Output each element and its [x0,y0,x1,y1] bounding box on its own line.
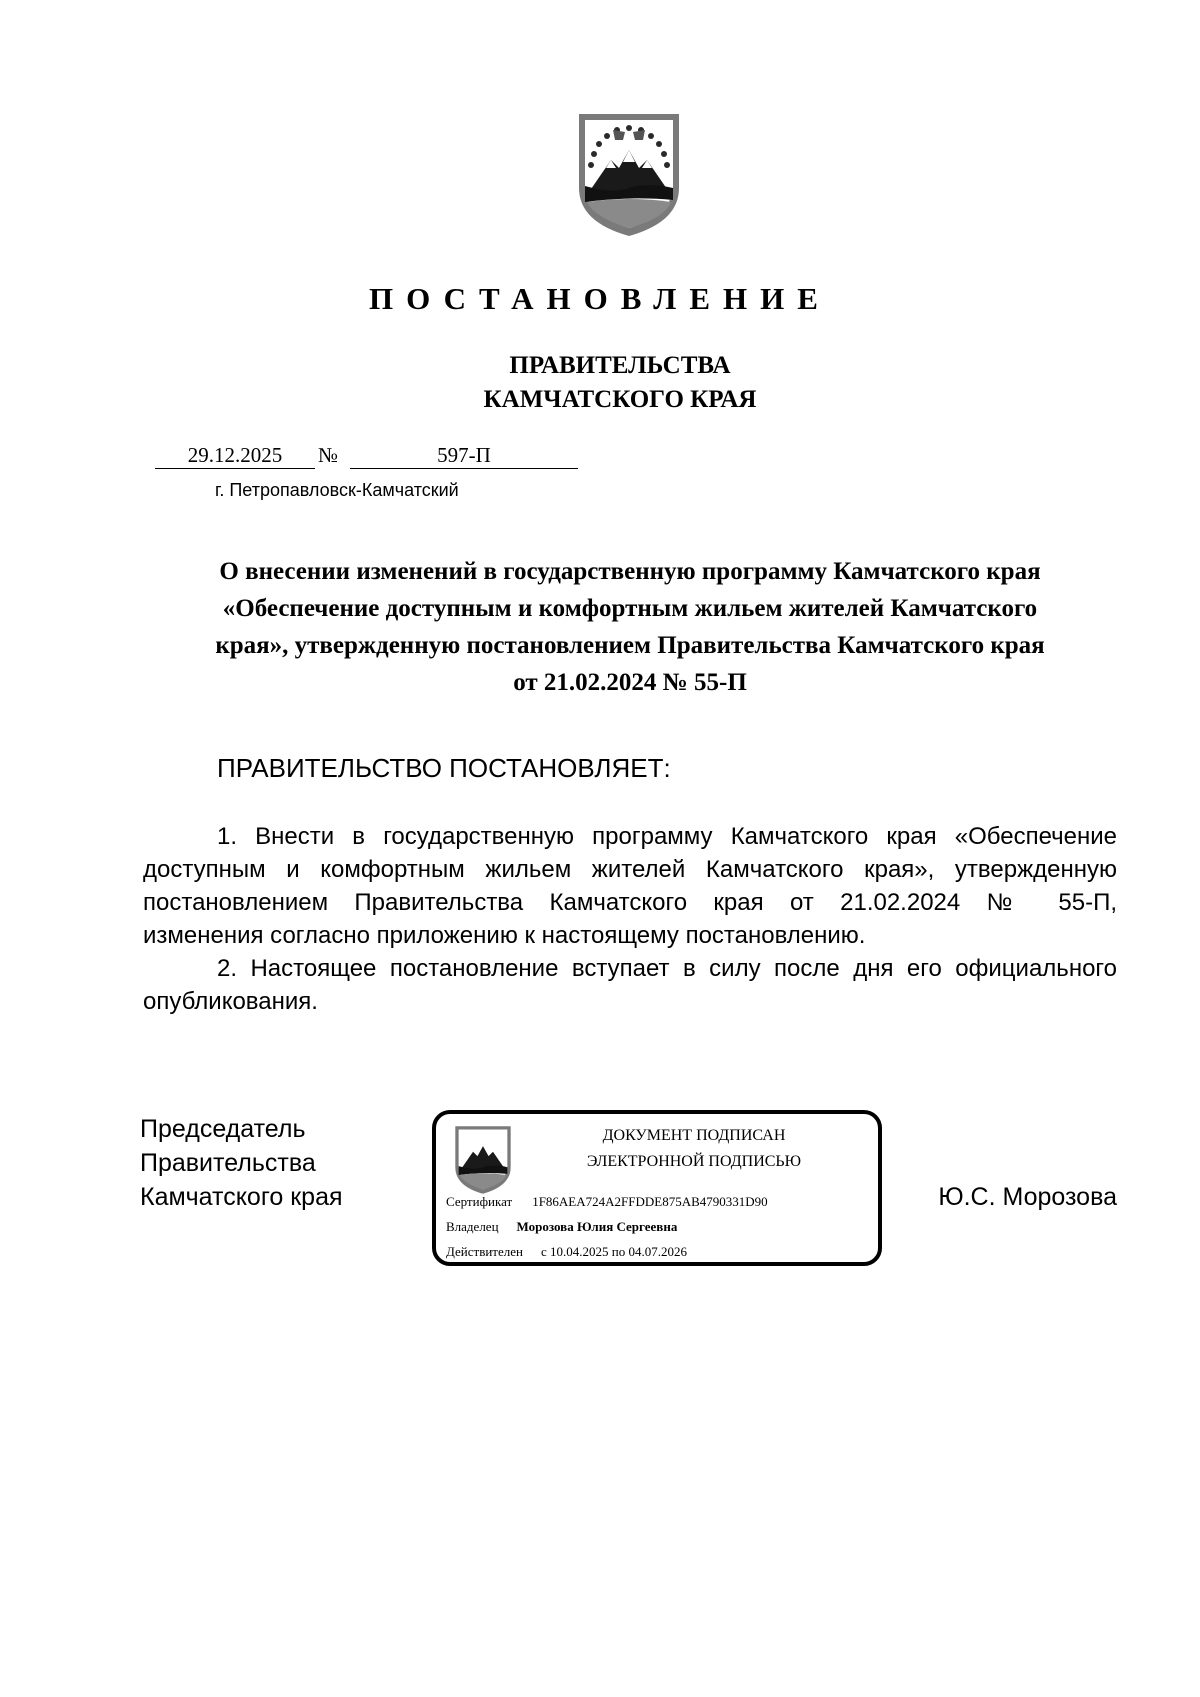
subject-line: «Обеспечение доступным и комфортным жильем жителей Камчатского [222,595,1038,622]
item-1-line: доступным и комфортным жильем жителей Камчатского края», утвержденную [143,856,1117,883]
certificate-label: Сертификат [446,1194,513,1209]
item-1-line: постановлением Правительства Камчатского края от 21.02.2024 № 55-П, [143,889,1117,916]
item-1-line: 1. Внести в государственную программу Камчатского края «Обеспечение [217,823,1117,850]
stamp-certificate-row [446,1193,768,1211]
signer-title-line: Правительства [140,1149,316,1177]
subject-line: О внесении изменений в государственную программу Камчатского края [219,558,1041,585]
city-label: г. Петропавловск-Камчатский [215,480,459,500]
document-type-heading: ПОСТАНОВЛЕНИЕ [369,281,831,316]
document-date: 29.12.2025 [155,443,315,469]
kamchatka-coat-of-arms-icon [452,1124,514,1196]
document-number: 597-П [350,443,578,469]
electronic-signature-stamp [432,1110,882,1266]
stamp-validity-row [446,1243,687,1261]
number-sign: № [318,443,339,467]
stamp-owner-row [446,1218,677,1236]
document-body [143,820,1117,1018]
signer-name: Ю.С. Морозова [938,1183,1117,1211]
item-2-line: 2. Настоящее постановление вступает в силу после дня его официального [217,955,1117,982]
item-2-line: опубликования. [143,988,318,1015]
signer-title [140,1112,343,1214]
item-1-line: изменения согласно приложению к настоящему постановлению. [143,922,866,949]
signer-title-line: Председатель [140,1115,306,1143]
document-subject [150,553,1110,701]
certificate-value: 1F86AEA724A2FFDDE875AB4790331D90 [532,1194,768,1209]
signer-title-line: Камчатского края [140,1183,343,1211]
issuer-line-2: КАМЧАТСКОГО КРАЯ [483,386,757,413]
stamp-heading: ЭЛЕКТРОННОЙ ПОДПИСЬЮ [586,1153,802,1170]
issuer-line-1: ПРАВИТЕЛЬСТВА [509,352,731,379]
decree-statement: ПРАВИТЕЛЬСТВО ПОСТАНОВЛЯЕТ: [217,753,671,783]
kamchatka-coat-of-arms-icon [573,110,685,240]
owner-value: Морозова Юлия Сергеевна [516,1219,678,1234]
validity-label: Действителен [446,1244,523,1259]
owner-label: Владелец [446,1219,499,1234]
validity-value: с 10.04.2025 по 04.07.2026 [540,1244,687,1259]
subject-line: края», утвержденную постановлением Правительства Камчатского края [215,632,1045,659]
stamp-heading: ДОКУМЕНТ ПОДПИСАН [602,1127,786,1144]
subject-line: от 21.02.2024 № 55-П [513,669,747,696]
